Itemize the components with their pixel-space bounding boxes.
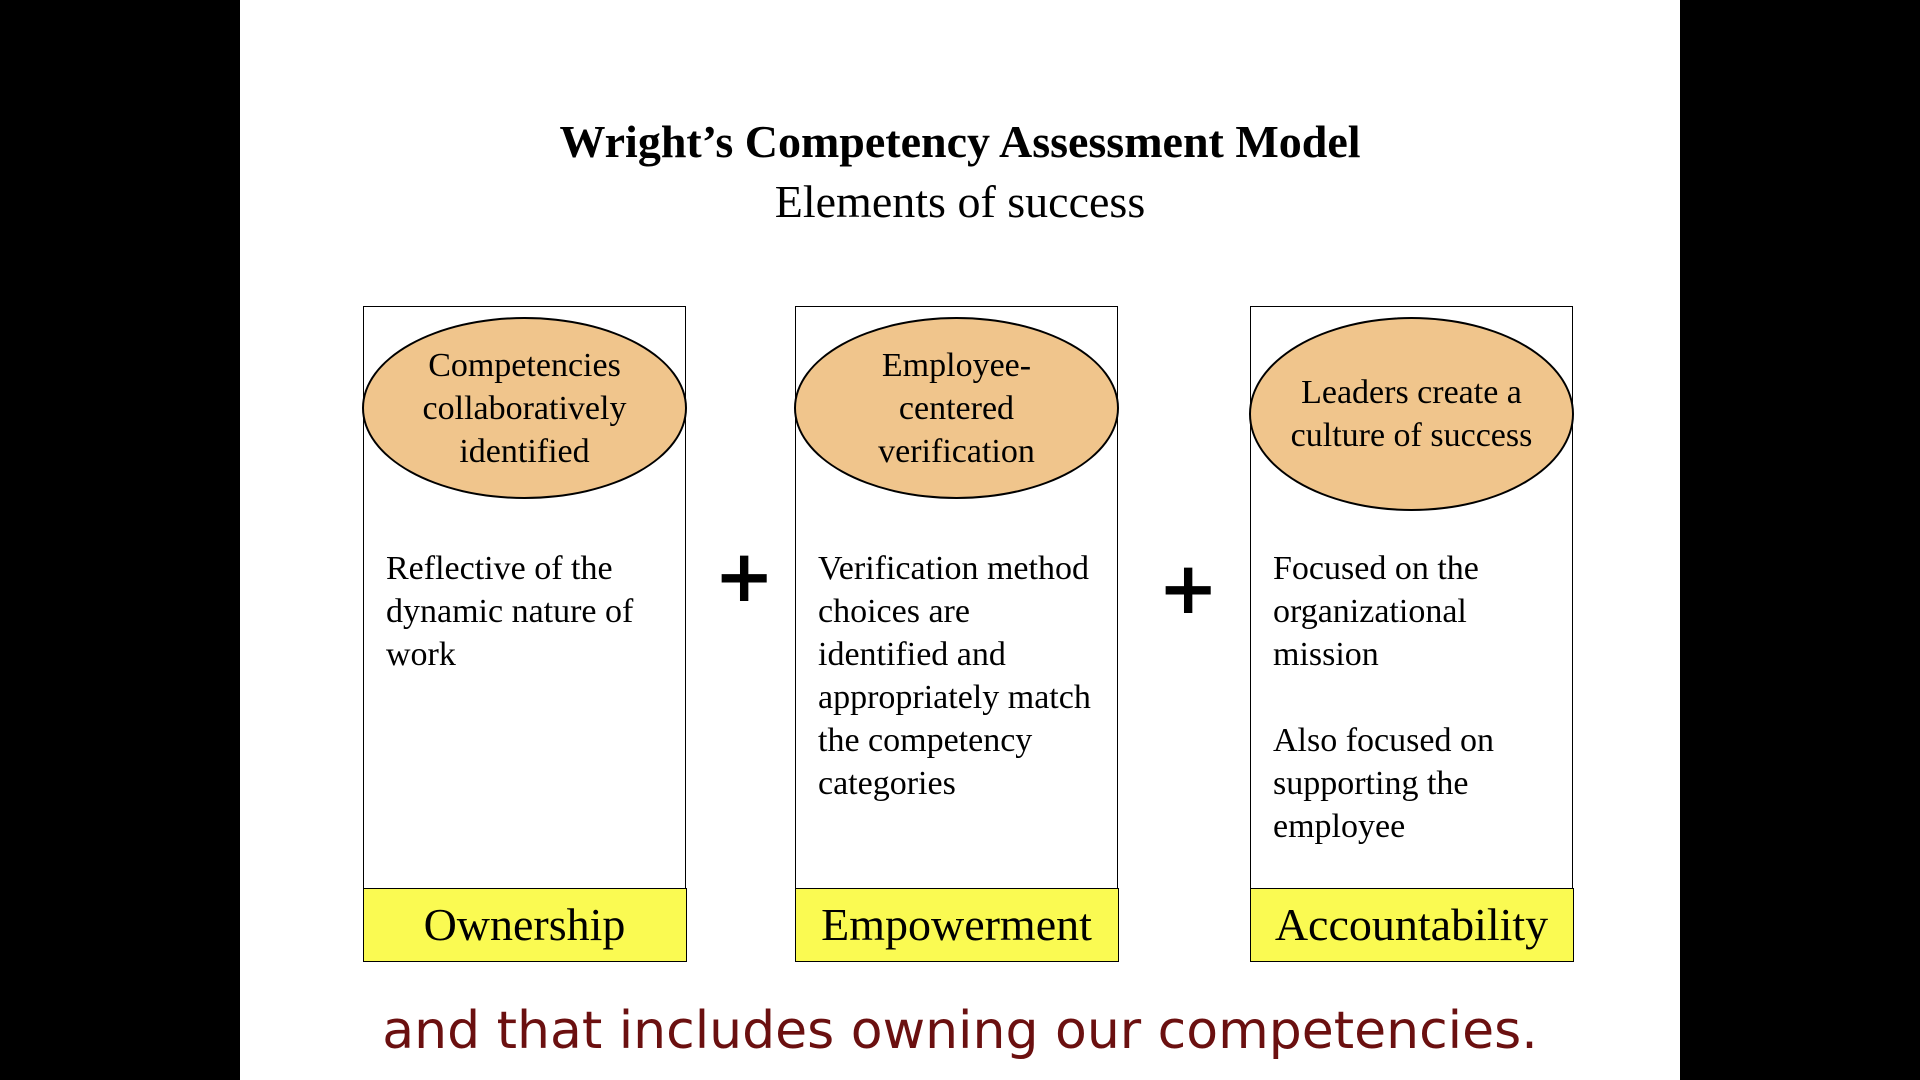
plus-sign-2: + bbox=[1158, 546, 1219, 630]
label-empowerment: Empowerment bbox=[795, 888, 1119, 962]
column-empowerment bbox=[795, 306, 1118, 961]
oval-leaders-culture: Leaders create a culture of success bbox=[1249, 317, 1574, 511]
description-ownership bbox=[386, 547, 671, 676]
label-ownership: Ownership bbox=[363, 888, 687, 962]
plus-sign-1: + bbox=[714, 534, 775, 618]
oval-competencies: Competencies collaboratively identified bbox=[362, 317, 687, 499]
description-text: Also focused on supporting the employee bbox=[1273, 722, 1494, 845]
description-text: Focused on the organizational mission bbox=[1273, 550, 1479, 673]
video-caption: and that includes owning our competencies. bbox=[382, 1001, 1538, 1061]
description-text: Reflective of the dynamic nature of work bbox=[386, 550, 634, 673]
oval-employee-centered: Employee-centered verification bbox=[794, 317, 1119, 499]
description-accountability bbox=[1273, 547, 1558, 848]
diagram-title: Wright’s Competency Assessment Model bbox=[559, 116, 1361, 167]
diagram-subtitle: Elements of success bbox=[774, 176, 1146, 227]
column-accountability bbox=[1250, 306, 1573, 961]
column-ownership bbox=[363, 306, 686, 961]
label-accountability: Accountability bbox=[1250, 888, 1574, 962]
description-empowerment bbox=[818, 547, 1103, 805]
slide bbox=[240, 0, 1680, 1080]
description-text: Verification method choices are identified and appropriately match the competency categories bbox=[818, 550, 1091, 802]
